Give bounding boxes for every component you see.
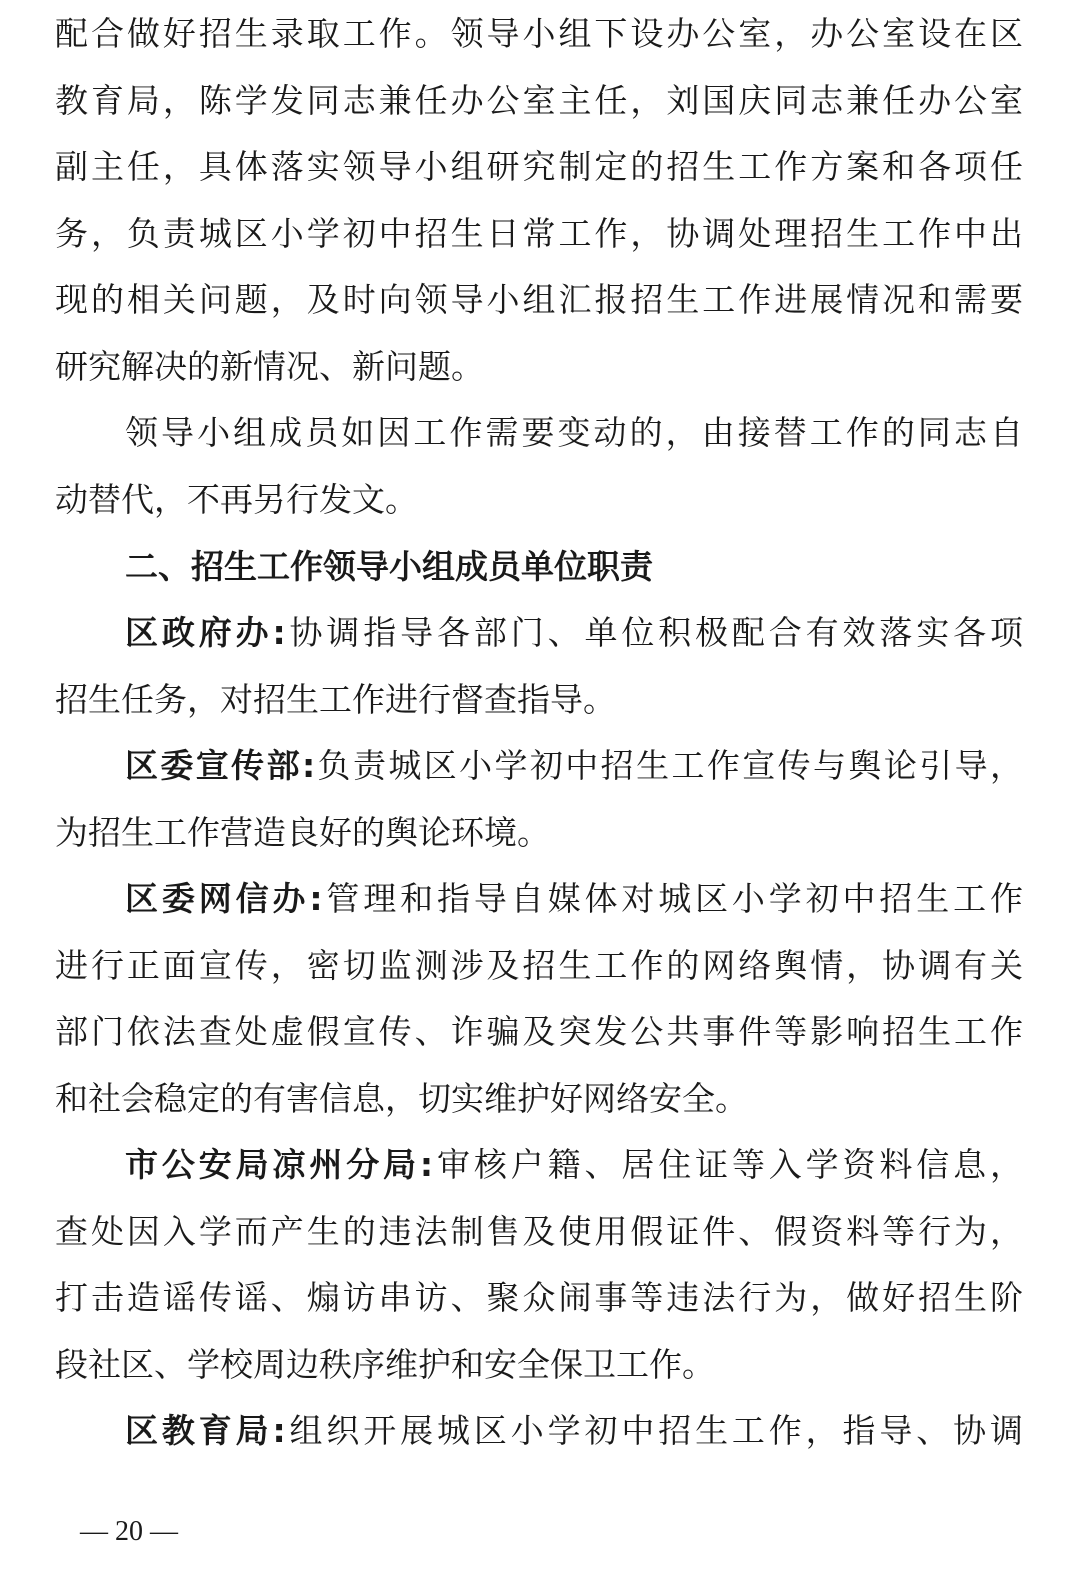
body-text-span: 审核户籍、居住证等入学资料信息， — [433, 1145, 1024, 1184]
body-text-line: 动替代，不再另行发文。 — [55, 480, 418, 519]
unit-label: 区委宣传部: — [125, 746, 316, 785]
duty-paragraph-first-line — [55, 871, 1023, 927]
body-text-line: 配合做好招生录取工作。领导小组下设办公室，办公室设在区 — [55, 14, 1023, 53]
unit-label: 区委网信办: — [125, 879, 323, 918]
body-text-line: 领导小组成员如因工作需要变动的，由接替工作的同志自 — [125, 413, 1023, 452]
body-text-line: 务，负责城区小学初中招生日常工作，协调处理招生工作中出 — [55, 214, 1023, 253]
unit-label: 市公安局凉州分局: — [125, 1145, 434, 1184]
body-text-line: 打击造谣传谣、煽访串访、聚众闹事等违法行为，做好招生阶 — [55, 1278, 1023, 1317]
body-text-line: 招生任务，对招生工作进行督查指导。 — [55, 680, 616, 719]
page-number: — 20 — — [80, 1516, 178, 1547]
body-text-span: 协调指导各部门、单位积极配合有效落实各项 — [285, 613, 1024, 652]
body-text-line: 和社会稳定的有害信息，切实维护好网络安全。 — [55, 1079, 748, 1118]
body-text-span: 管理和指导自媒体对城区小学初中招生工作 — [322, 879, 1023, 918]
body-text-line: 现的相关问题，及时向领导小组汇报招生工作进展情况和需要 — [55, 280, 1023, 319]
body-text-line: 段社区、学校周边秩序维护和安全保卫工作。 — [55, 1345, 715, 1384]
body-text-line: 为招生工作营造良好的舆论环境。 — [55, 813, 550, 852]
duty-paragraph-first-line — [55, 738, 1023, 794]
body-text-line: 进行正面宣传，密切监测涉及招生工作的网络舆情，协调有关 — [55, 946, 1023, 985]
duty-paragraph-first-line — [55, 1403, 1023, 1459]
body-text-line: 教育局，陈学发同志兼任办公室主任，刘国庆同志兼任办公室 — [55, 81, 1023, 120]
unit-label: 区教育局: — [125, 1411, 286, 1450]
duty-paragraph-first-line — [55, 605, 1023, 661]
unit-label: 区政府办: — [125, 613, 286, 652]
body-text-line: 研究解决的新情况、新问题。 — [55, 347, 484, 386]
duty-paragraph-first-line — [55, 1137, 1023, 1193]
body-text-span: 组织开展城区小学初中招生工作，指导、协调 — [285, 1411, 1024, 1450]
section-heading: 二、招生工作领导小组成员单位职责 — [125, 547, 653, 586]
body-text-line: 副主任，具体落实领导小组研究制定的招生工作方案和各项任 — [55, 147, 1023, 186]
body-text-span: 负责城区小学初中招生工作宣传与舆论引导， — [315, 746, 1023, 785]
body-text-line: 部门依法查处虚假宣传、诈骗及突发公共事件等影响招生工作 — [55, 1012, 1023, 1051]
body-text-line: 查处因入学而产生的违法制售及使用假证件、假资料等行为， — [55, 1212, 1023, 1251]
